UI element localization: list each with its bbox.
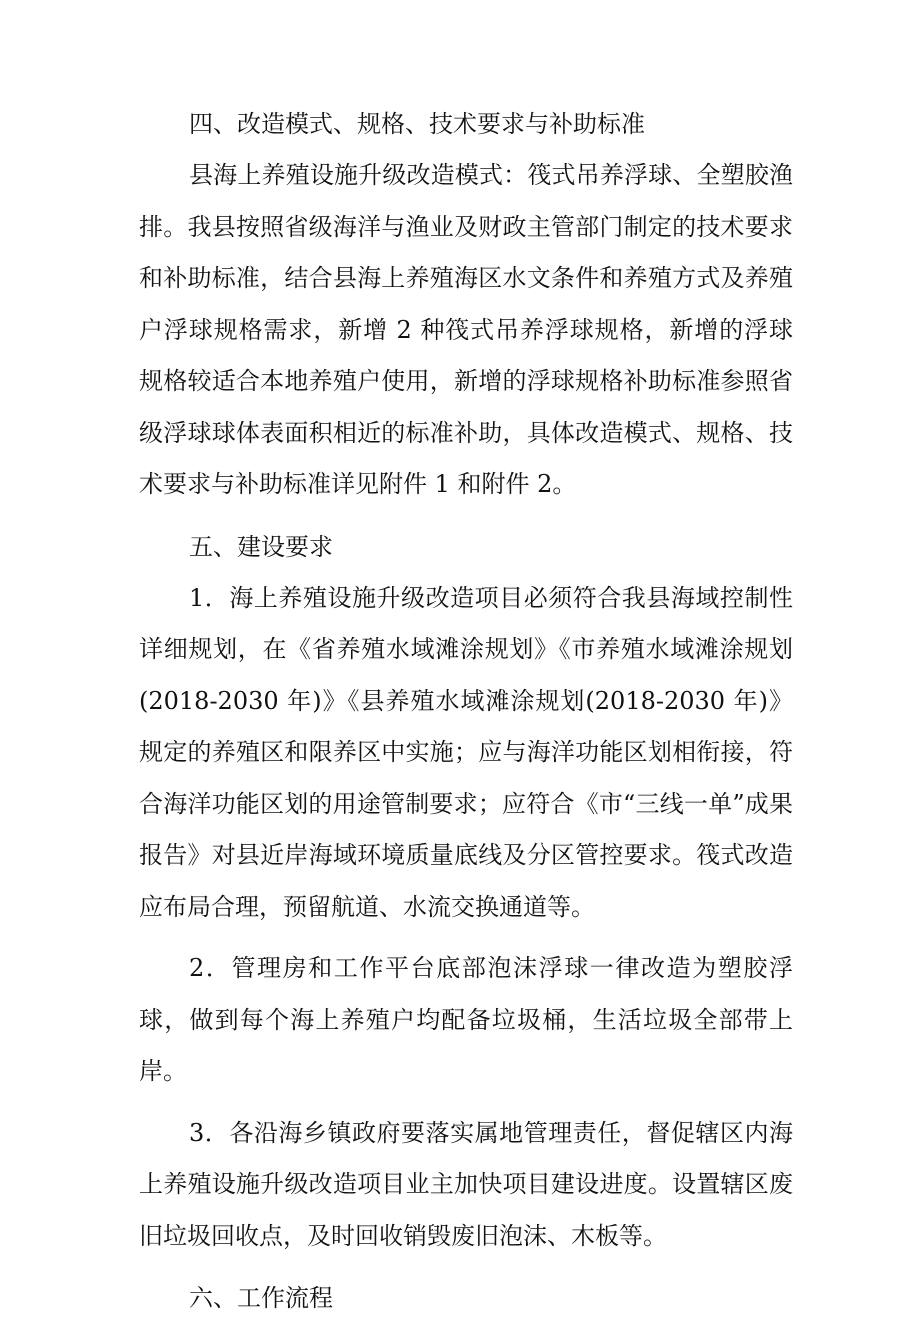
requirement-item-3: 3．各沿海乡镇政府要落实属地管理责任，督促辖区内海上养殖设施升级改造项目业主加快项目建设进度。设置辖区废旧垃圾回收点，及时回收销毁废旧泡沫、木板等。 bbox=[139, 1118, 793, 1250]
document-body bbox=[139, 98, 793, 1324]
requirement-item-2: 2．管理房和工作平台底部泡沫浮球一律改造为塑胶浮球，做到每个海上养殖户均配备垃圾桶，生活垃圾全部带上岸。 bbox=[139, 954, 793, 1085]
section-heading-5: 五、建设要求 bbox=[189, 532, 333, 561]
section-4-paragraph: 县海上养殖设施升级改造模式：筏式吊养浮球、全塑胶渔排。我县按照省级海洋与渔业及财政主管部门制定的技术要求和补助标准，结合县海上养殖海区水文条件和养殖方式及养殖户浮球规格需求，新增 2 种筏式吊养浮球规格，新增的浮球规格较适合本地养殖户使用，新增的浮球规格补助标准参照省级浮球球体表面积相近的标准补助，具体改造模式、规格、技术要求与补助标准详见附件 1 和附件 2。 bbox=[139, 161, 793, 498]
section-heading-4: 四、改造模式、规格、技术要求与补助标准 bbox=[189, 110, 645, 138]
requirement-item-1: 1．海上养殖设施升级改造项目必须符合我县海域控制性详细规划，在《省养殖水域滩涂规划》《市养殖水域滩涂规划(2018-2030 年)》《县养殖水域滩涂规划(2018-2030 年)》规定的养殖区和限养区中实施；应与海洋功能区划相衔接，符合海洋功能区划的用途管制要求；应符合《市“三线一单”成果报告》对县近岸海域环境质量底线及分区管控要求。筏式改造应布局合理，预留航道、水流交换通道等。 bbox=[139, 583, 793, 921]
section-heading-6: 六、工作流程 bbox=[189, 1284, 333, 1312]
